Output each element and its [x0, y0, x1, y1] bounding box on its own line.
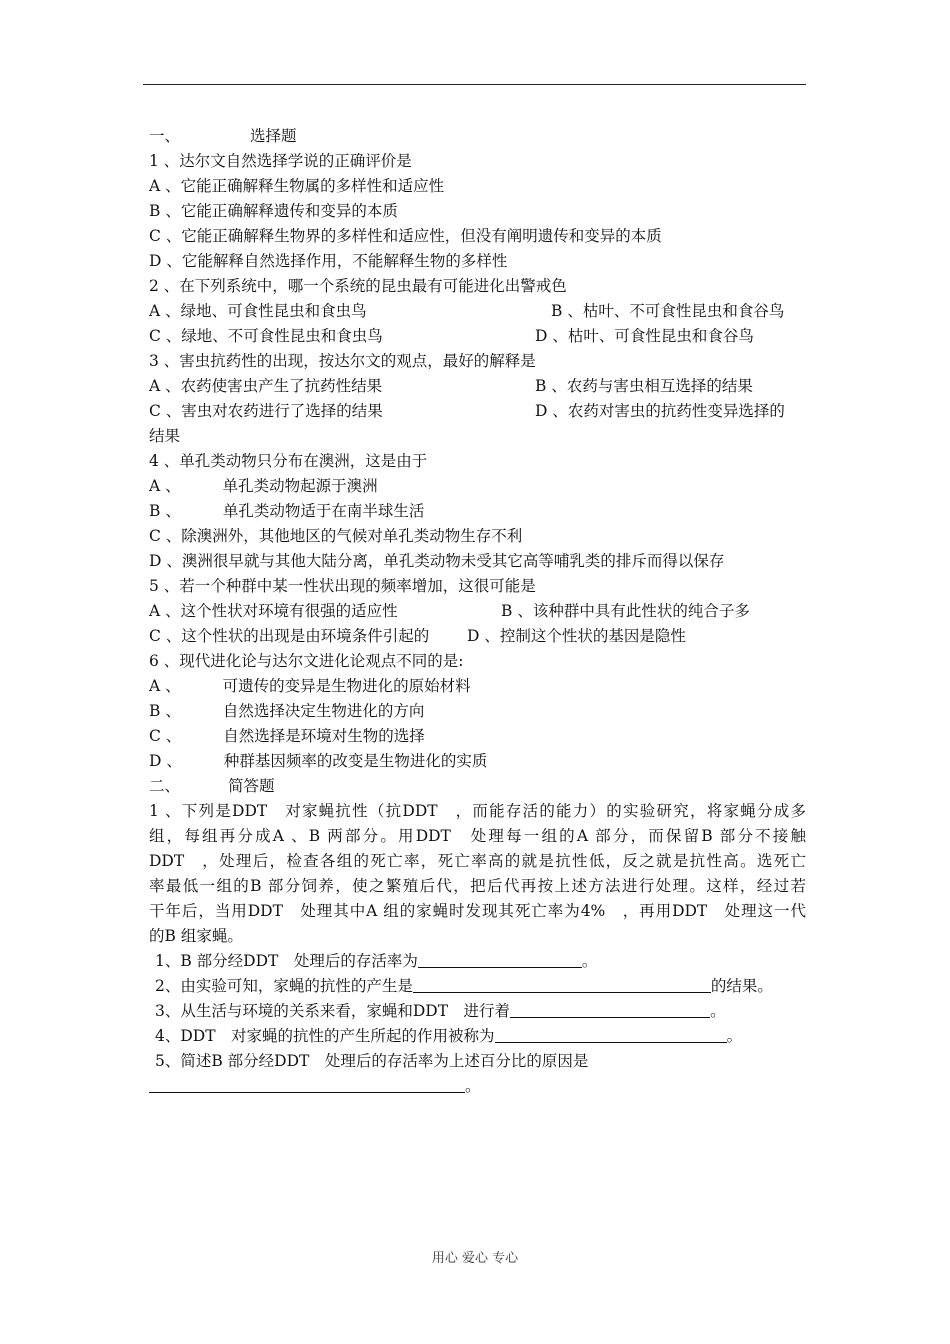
q3-option-b: B 、农药与害虫相互选择的结果 [535, 377, 753, 395]
option-text: 单孔类动物起源于澳洲 [222, 477, 378, 495]
q4-option-a [149, 474, 806, 499]
q5-option-d: D 、控制这个性状的基因是隐性 [467, 627, 686, 645]
q4-option-b [149, 499, 806, 524]
document-body [149, 124, 806, 1099]
q6-option-d [149, 749, 806, 774]
q3-option-a: A 、农药使害虫产生了抗药性结果 [149, 377, 383, 395]
answer-blank[interactable] [418, 950, 582, 968]
sub-question-3 [149, 999, 806, 1024]
punctuation: 。 [710, 1002, 726, 1020]
option-text: 单孔类动物适于在南半球生活 [222, 502, 425, 520]
q4-option-d: D 、澳洲很早就与其他大陆分离，单孔类动物未受其它高等哺乳类的排斥而得以保存 [149, 552, 725, 570]
q6-option-c [149, 724, 806, 749]
option-label: A 、 [149, 477, 181, 495]
q3-options-ab [149, 374, 806, 399]
option-label: B 、 [149, 502, 181, 520]
punctuation: 的结果。 [710, 977, 773, 995]
question-3: 3 、害虫抗药性的出现，按达尔文的观点，最好的解释是 [149, 352, 536, 370]
sub-question-2 [149, 974, 806, 999]
question-2: 2 、在下列系统中，哪一个系统的昆虫最有可能进化出警戒色 [149, 277, 567, 295]
punctuation: 。 [581, 952, 598, 970]
option-text: 种群基因频率的改变是生物进化的实质 [223, 752, 488, 770]
q3-option-d-continued: 结果 [149, 427, 181, 445]
q1-option-a: A 、它能正确解释生物属的多样性和适应性 [149, 177, 445, 195]
section-number: 一、 [149, 127, 181, 145]
sub-question-text: 4、DDT 对家蝇的抗性的产生所起的作用被称为 [155, 1027, 495, 1045]
answer-blank[interactable] [510, 1000, 710, 1018]
q3-options-cd [149, 399, 806, 424]
question-4: 4 、单孔类动物只分布在澳洲，这是由于 [149, 452, 428, 470]
q5-options-ab [149, 599, 806, 624]
q1-option-d: D 、它能解释自然选择作用，不能解释生物的多样性 [149, 252, 508, 270]
paragraph-line-4: 率最低一组的B 部分饲养，使之繁殖后代，把后代再按上述方法进行处理。这样，经过若 [149, 877, 806, 895]
section-number: 二、 [149, 777, 181, 795]
option-label: B 、 [149, 702, 181, 720]
q2-options-cd [149, 324, 806, 349]
q4-option-c: C 、除澳洲外，其他地区的气候对单孔类动物生存不利 [149, 527, 523, 545]
answer-blank[interactable] [495, 1025, 727, 1043]
section-title: 简答题 [228, 777, 275, 795]
q1-option-c: C 、它能正确解释生物界的多样性和适应性，但没有阐明遗传和变异的本质 [149, 227, 662, 245]
option-label: A 、 [149, 677, 181, 695]
punctuation: 。 [465, 1077, 481, 1095]
paragraph-line-5: 干年后，当用DDT 处理其中A 组的家蝇时发现其死亡率为4% ，再用DDT 处理这一代 [149, 902, 806, 920]
sub-question-text: 1、B 部分经DDT 处理后的存活率为 [155, 952, 418, 970]
paragraph-line-6: 的B 组家蝇。 [149, 927, 243, 945]
option-text: 自然选择是环境对生物的选择 [223, 727, 425, 745]
option-label: C 、 [149, 727, 182, 745]
paragraph-line-3: DDT ，处理后，检查各组的死亡率，死亡率高的就是抗性低，反之就是抗性高。选死亡 [149, 852, 806, 870]
paragraph-line-1: 1 、下列是DDT 对家蝇抗性（抗DDT ，而能存活的能力）的实验研究，将家蝇分成多 [149, 802, 806, 820]
q2-option-c: C 、绿地、不可食性昆虫和食虫鸟 [149, 327, 383, 345]
q5-option-a: A 、这个性状对环境有很强的适应性 [149, 602, 398, 620]
q5-option-b: B 、该种群中具有此性状的纯合子多 [501, 602, 750, 620]
section-title: 选择题 [250, 127, 297, 145]
sub-question-1 [149, 949, 806, 974]
header-rule [143, 84, 806, 85]
q6-option-b [149, 699, 806, 724]
sub-question-5: 5、简述B 部分经DDT 处理后的存活率为上述百分比的原因是 [155, 1052, 589, 1070]
answer-blank[interactable] [413, 975, 711, 993]
sub-question-text: 2、由实验可知，家蝇的抗性的产生是 [155, 977, 413, 995]
question-5: 5 、若一个种群中某一性状出现的频率增加，这很可能是 [149, 577, 536, 595]
q6-option-a [149, 674, 806, 699]
q1-option-b: B 、它能正确解释遗传和变异的本质 [149, 202, 398, 220]
q3-option-c: C 、害虫对农药进行了选择的结果 [149, 402, 383, 420]
q2-option-b: B 、枯叶、不可食性昆虫和食谷鸟 [551, 302, 785, 320]
question-6: 6 、现代进化论与达尔文进化论观点不同的是: [149, 652, 464, 670]
section-heading-1 [149, 124, 806, 149]
answer-blank[interactable] [149, 1075, 465, 1093]
option-text: 自然选择决定生物进化的方向 [222, 702, 425, 720]
section-heading-2 [149, 774, 806, 799]
sub-question-5-answer [149, 1074, 806, 1099]
paragraph-line-2: 组，每组再分成A 、B 两部分。用DDT 处理每一组的A 部分，而保留B 部分不接触 [149, 827, 806, 845]
option-label: D 、 [149, 752, 182, 770]
option-text: 可遗传的变异是生物进化的原始材料 [222, 677, 471, 695]
punctuation: 。 [726, 1027, 743, 1045]
question-1: 1 、达尔文自然选择学说的正确评价是 [149, 152, 412, 170]
q2-option-d: D 、枯叶、可食性昆虫和食谷鸟 [535, 327, 754, 345]
sub-question-4 [149, 1024, 806, 1049]
sub-question-text: 3、从生活与环境的关系来看，家蝇和DDT 进行着 [155, 1002, 511, 1020]
q2-options-ab [149, 299, 806, 324]
page-footer: 用心 爱心 专心 [431, 1251, 519, 1266]
q5-options-cd [149, 624, 806, 649]
q5-option-c: C 、这个性状的出现是由环境条件引起的 [149, 627, 430, 645]
q3-option-d: D 、农药对害虫的抗药性变异选择的 [535, 402, 785, 420]
q2-option-a: A 、绿地、可食性昆虫和食虫鸟 [149, 302, 367, 320]
